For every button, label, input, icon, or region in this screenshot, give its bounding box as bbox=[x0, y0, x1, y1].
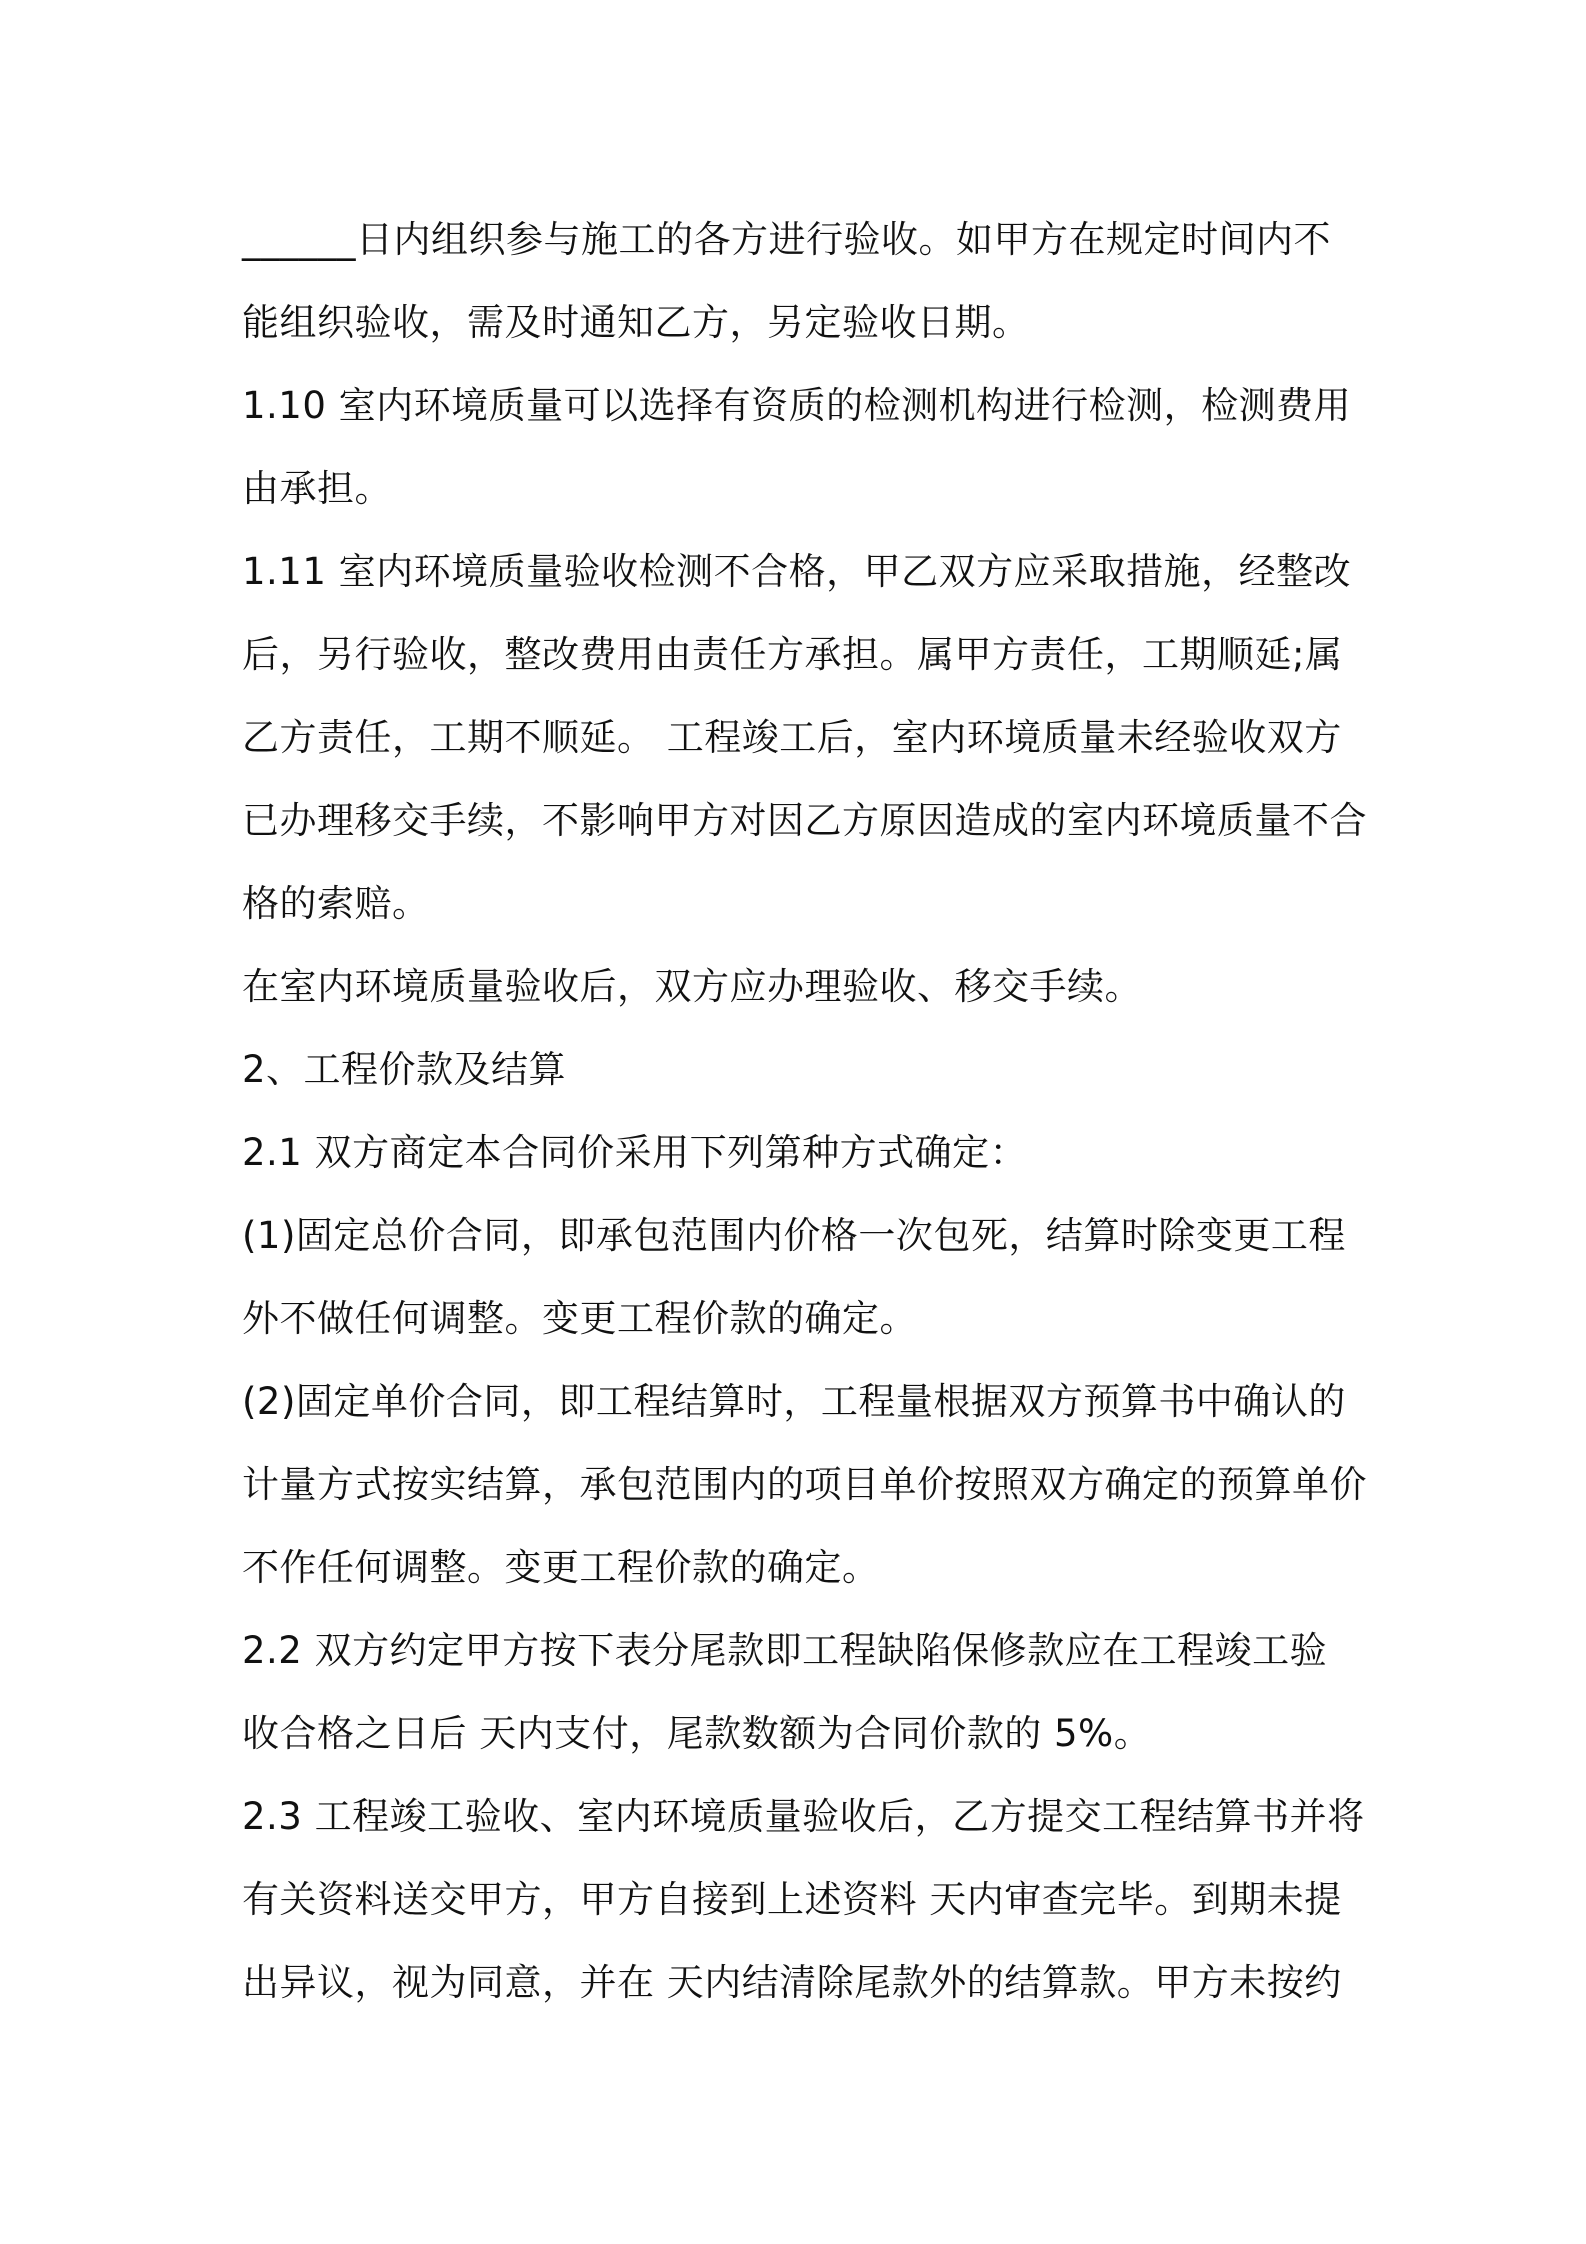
text-line: 能组织验收，需及时通知乙方，另定验收日期。 bbox=[242, 301, 1030, 344]
section-heading: 2、工程价款及结算 bbox=[242, 1048, 567, 1091]
text-line: (2)固定单价合同，即工程结算时，工程量根据双方预算书中确认的 bbox=[242, 1380, 1346, 1423]
text-line: 不作任何调整。变更工程价款的确定。 bbox=[242, 1546, 880, 1589]
text-line: 由承担。 bbox=[242, 467, 392, 510]
text-line: 格的索赔。 bbox=[242, 882, 430, 925]
text-line: 收合格之日后 天内支付，尾款数额为合同价款的 5%。 bbox=[242, 1712, 1152, 1755]
text-line: (1)固定总价合同，即承包范围内价格一次包死，结算时除变更工程 bbox=[242, 1214, 1346, 1257]
document-body bbox=[242, 198, 1367, 2024]
text-line: ______日内组织参与施工的各方进行验收。如甲方在规定时间内不 bbox=[242, 218, 1331, 261]
text-line: 已办理移交手续，不影响甲方对因乙方原因造成的室内环境质量不合 bbox=[242, 799, 1367, 842]
text-line: 1.10 室内环境质量可以选择有资质的检测机构进行检测，检测费用 bbox=[242, 384, 1352, 427]
text-line: 2.1 双方商定本合同价采用下列第种方式确定： bbox=[242, 1131, 1028, 1174]
text-line: 乙方责任，工期不顺延。 工程竣工后，室内环境质量未经验收双方 bbox=[242, 716, 1342, 759]
text-line: 后，另行验收，整改费用由责任方承担。属甲方责任，工期顺延;属 bbox=[242, 633, 1343, 676]
text-line: 外不做任何调整。变更工程价款的确定。 bbox=[242, 1297, 917, 1340]
text-line: 有关资料送交甲方，甲方自接到上述资料 天内审查完毕。到期未提 bbox=[242, 1878, 1342, 1921]
text-line: 2.2 双方约定甲方按下表分尾款即工程缺陷保修款应在工程竣工验 bbox=[242, 1629, 1328, 1672]
text-line: 在室内环境质量验收后，双方应办理验收、移交手续。 bbox=[242, 965, 1142, 1008]
text-line: 1.11 室内环境质量验收检测不合格，甲乙双方应采取措施，经整改 bbox=[242, 550, 1352, 593]
text-line: 出异议，视为同意，并在 天内结清除尾款外的结算款。甲方未按约 bbox=[242, 1961, 1342, 2004]
text-line: 2.3 工程竣工验收、室内环境质量验收后，乙方提交工程结算书并将 bbox=[242, 1795, 1365, 1838]
text-line: 计量方式按实结算，承包范围内的项目单价按照双方确定的预算单价 bbox=[242, 1463, 1367, 1506]
